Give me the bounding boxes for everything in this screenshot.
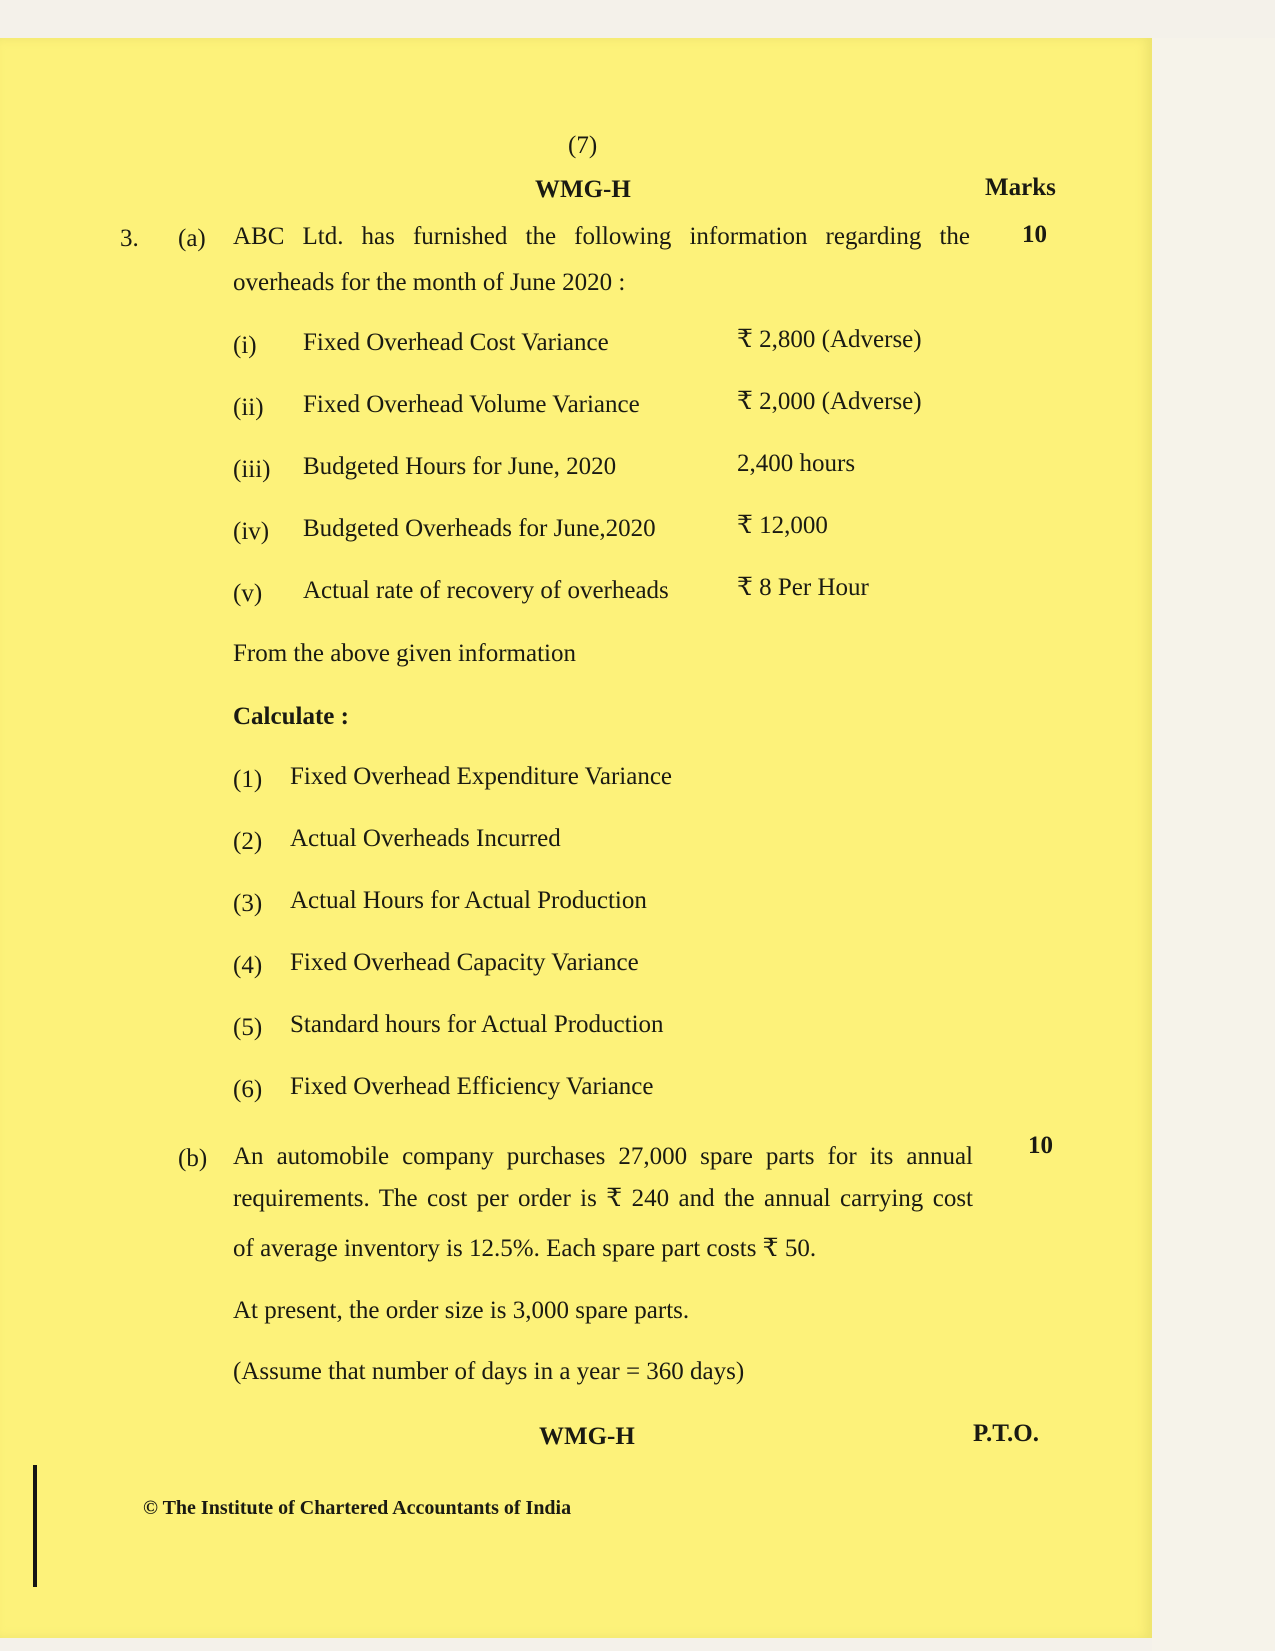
data-item-num: (iv) bbox=[233, 518, 270, 545]
part-b-label: (b) bbox=[178, 1145, 208, 1172]
data-item-label: Fixed Overhead Cost Variance bbox=[303, 329, 609, 356]
calc-item-text: Actual Overheads Incurred bbox=[290, 825, 561, 852]
calc-item-text: Fixed Overhead Expenditure Variance bbox=[290, 763, 673, 790]
part-a-intro-line1: ABC Ltd. has furnished the following information regarding the bbox=[233, 223, 970, 250]
data-item-value: ₹ 2,800 (Adverse) bbox=[737, 326, 922, 353]
calc-item-num: (6) bbox=[233, 1076, 263, 1103]
data-item-num: (iii) bbox=[233, 456, 271, 483]
data-item-num: (i) bbox=[233, 332, 257, 359]
calc-item-text: Fixed Overhead Capacity Variance bbox=[290, 949, 639, 976]
data-item-num: (ii) bbox=[233, 394, 264, 421]
data-item-value: 2,400 hours bbox=[737, 450, 856, 477]
paper-code-header: WMG-H bbox=[535, 176, 631, 203]
part-b-line5: (Assume that number of days in a year = 360 days) bbox=[233, 1358, 745, 1385]
calc-item-num: (1) bbox=[233, 766, 263, 793]
calc-item-num: (5) bbox=[233, 1014, 263, 1041]
question-number: 3. bbox=[120, 225, 139, 252]
data-item-value: ₹ 8 Per Hour bbox=[737, 574, 869, 601]
part-b-line2: requirements. The cost per order is ₹ 240 and the annual carrying cost bbox=[233, 1185, 973, 1212]
data-item-label: Actual rate of recovery of overheads bbox=[303, 577, 669, 604]
data-item-label: Fixed Overhead Volume Variance bbox=[303, 391, 640, 418]
part-b-marks: 10 bbox=[1028, 1132, 1053, 1159]
part-a-intro-line2: overheads for the month of June 2020 : bbox=[233, 269, 626, 296]
calc-item-num: (3) bbox=[233, 890, 263, 917]
calc-item-text: Standard hours for Actual Production bbox=[290, 1011, 664, 1038]
part-b-line1: An automobile company purchases 27,000 spare parts for its annual bbox=[233, 1143, 973, 1170]
data-item-num: (v) bbox=[233, 580, 263, 607]
scan-edge-mark bbox=[33, 1465, 37, 1587]
paper-code-footer: WMG-H bbox=[539, 1423, 635, 1450]
part-a-label: (a) bbox=[178, 225, 206, 252]
from-above-text: From the above given information bbox=[233, 640, 576, 667]
calc-item-text: Fixed Overhead Efficiency Variance bbox=[290, 1073, 654, 1100]
marks-heading: Marks bbox=[985, 174, 1056, 201]
calc-item-num: (2) bbox=[233, 828, 263, 855]
data-item-label: Budgeted Overheads for June,2020 bbox=[303, 515, 656, 542]
page-margin bbox=[1152, 38, 1275, 1651]
calc-item-text: Actual Hours for Actual Production bbox=[290, 887, 647, 914]
part-b-line3: of average inventory is 12.5%. Each spare part costs ₹ 50. bbox=[233, 1235, 817, 1262]
calculate-label: Calculate : bbox=[233, 703, 349, 730]
calc-item-num: (4) bbox=[233, 952, 263, 979]
data-item-label: Budgeted Hours for June, 2020 bbox=[303, 453, 617, 480]
page-number: (7) bbox=[568, 132, 598, 159]
part-a-marks: 10 bbox=[1022, 221, 1047, 248]
copyright-notice: © The Institute of Chartered Accountants of India bbox=[143, 1497, 572, 1519]
part-b-line4: At present, the order size is 3,000 spare parts. bbox=[233, 1297, 690, 1324]
data-item-value: ₹ 12,000 bbox=[737, 512, 828, 539]
data-item-value: ₹ 2,000 (Adverse) bbox=[737, 388, 922, 415]
pto-label: P.T.O. bbox=[973, 1420, 1039, 1447]
